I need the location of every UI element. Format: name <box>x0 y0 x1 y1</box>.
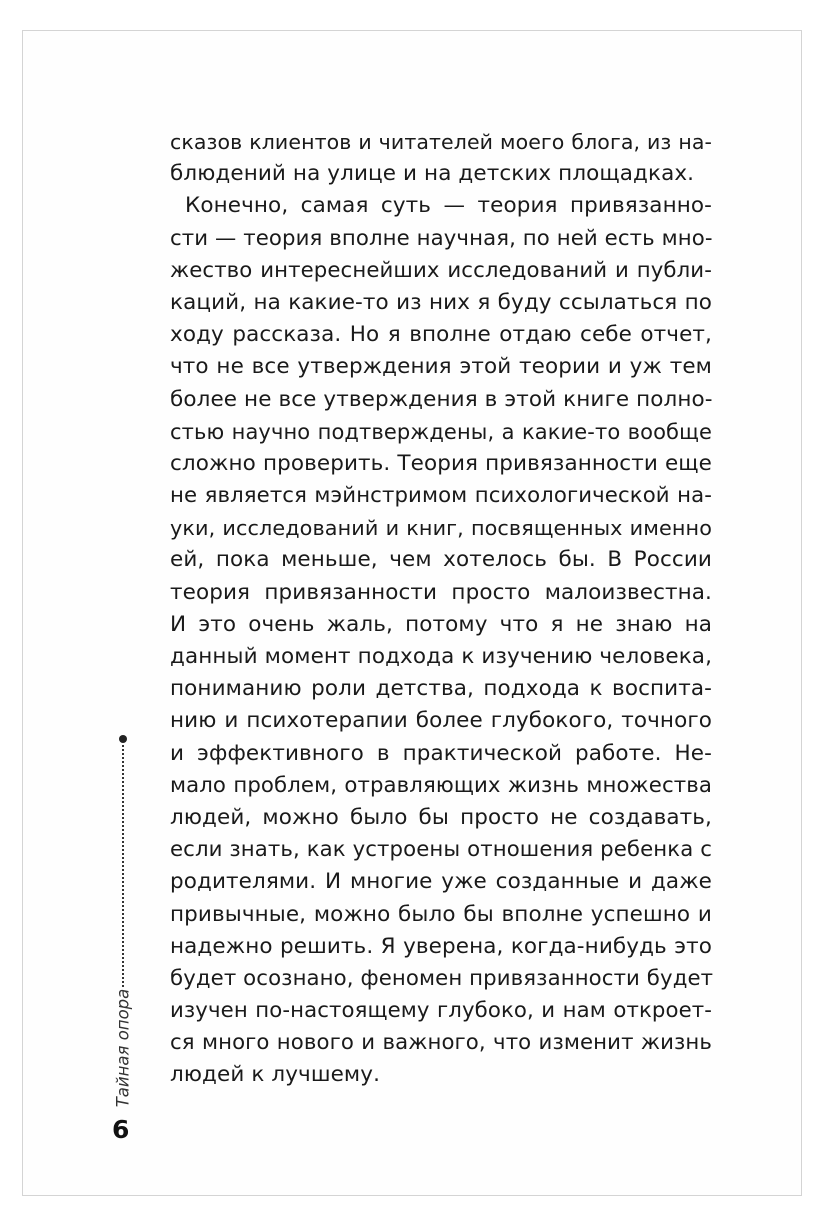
text-line: данный момент подхода к изучению человека, <box>170 644 712 669</box>
text-line: пониманию роли детства, подхода к воспита- <box>170 676 712 702</box>
text-line: ся много нового и важного, что изменит жизнь <box>170 1030 712 1056</box>
text-line: уки, исследований и книг, посвященных именно <box>170 516 712 541</box>
body-text <box>170 126 712 1092</box>
text-line: что не все утверждения этой теории и уж тем <box>170 354 712 380</box>
text-line: сложно проверить. Теория привязанности еще <box>170 450 712 476</box>
text-line: людей к лучшему. <box>170 1062 381 1088</box>
text-line: каций, на какие-то из них я буду ссылаться по <box>170 289 712 315</box>
page-number: 6 <box>112 1115 130 1144</box>
text-line: сказов клиентов и читателей моего блога, из на- <box>170 130 712 154</box>
text-line: стью научно подтверждены, а какие-то вообще <box>170 419 712 444</box>
running-title-text: Тайная опора <box>113 988 133 1108</box>
text-line: родителями. И многие уже созданные и даже <box>170 869 712 895</box>
bullet-dot-icon <box>119 735 127 743</box>
text-line: ходу рассказа. Но я вполне отдаю себе отчет, <box>170 322 712 348</box>
text-line: более не все утверждения в этой книге полно- <box>170 386 713 412</box>
dotted-divider <box>122 745 124 987</box>
running-head <box>110 735 140 1108</box>
text-line: И это очень жаль, потому что я не знаю на <box>170 611 712 637</box>
text-line: людей, можно было бы просто не создавать, <box>170 804 712 830</box>
text-line: сти — теория вполне научная, по ней есть мно- <box>170 225 713 251</box>
text-line: будет осознано, феномен привязанности будет <box>170 965 714 991</box>
text-line: блюдений на улице и на детских площадках. <box>170 161 695 187</box>
text-line: и эффективного в практической работе. Не- <box>170 740 712 766</box>
text-line: не является мэйнстримом психологической на- <box>170 483 712 509</box>
running-title <box>113 988 133 1108</box>
text-line: Конечно, самая суть — теория привязанно- <box>185 193 712 219</box>
text-line: нию и психотерапии более глубокого, точного <box>170 708 712 734</box>
text-line: ей, пока меньше, чем хотелось бы. В России <box>170 547 712 573</box>
text-line: жество интереснейших исследований и публи- <box>170 257 712 283</box>
text-line: привычные, можно было бы вполне успешно и <box>170 901 712 927</box>
text-line: изучен по-настоящему глубоко, и нам откроет- <box>170 998 712 1024</box>
text-line: если знать, как устроены отношения ребенка с <box>170 837 712 863</box>
text-line: теория привязанности просто малоизвестна. <box>170 579 712 605</box>
text-line: надежно решить. Я уверена, когда-нибудь это <box>170 933 712 959</box>
text-line: мало проблем, отравляющих жизнь множества <box>170 772 712 798</box>
